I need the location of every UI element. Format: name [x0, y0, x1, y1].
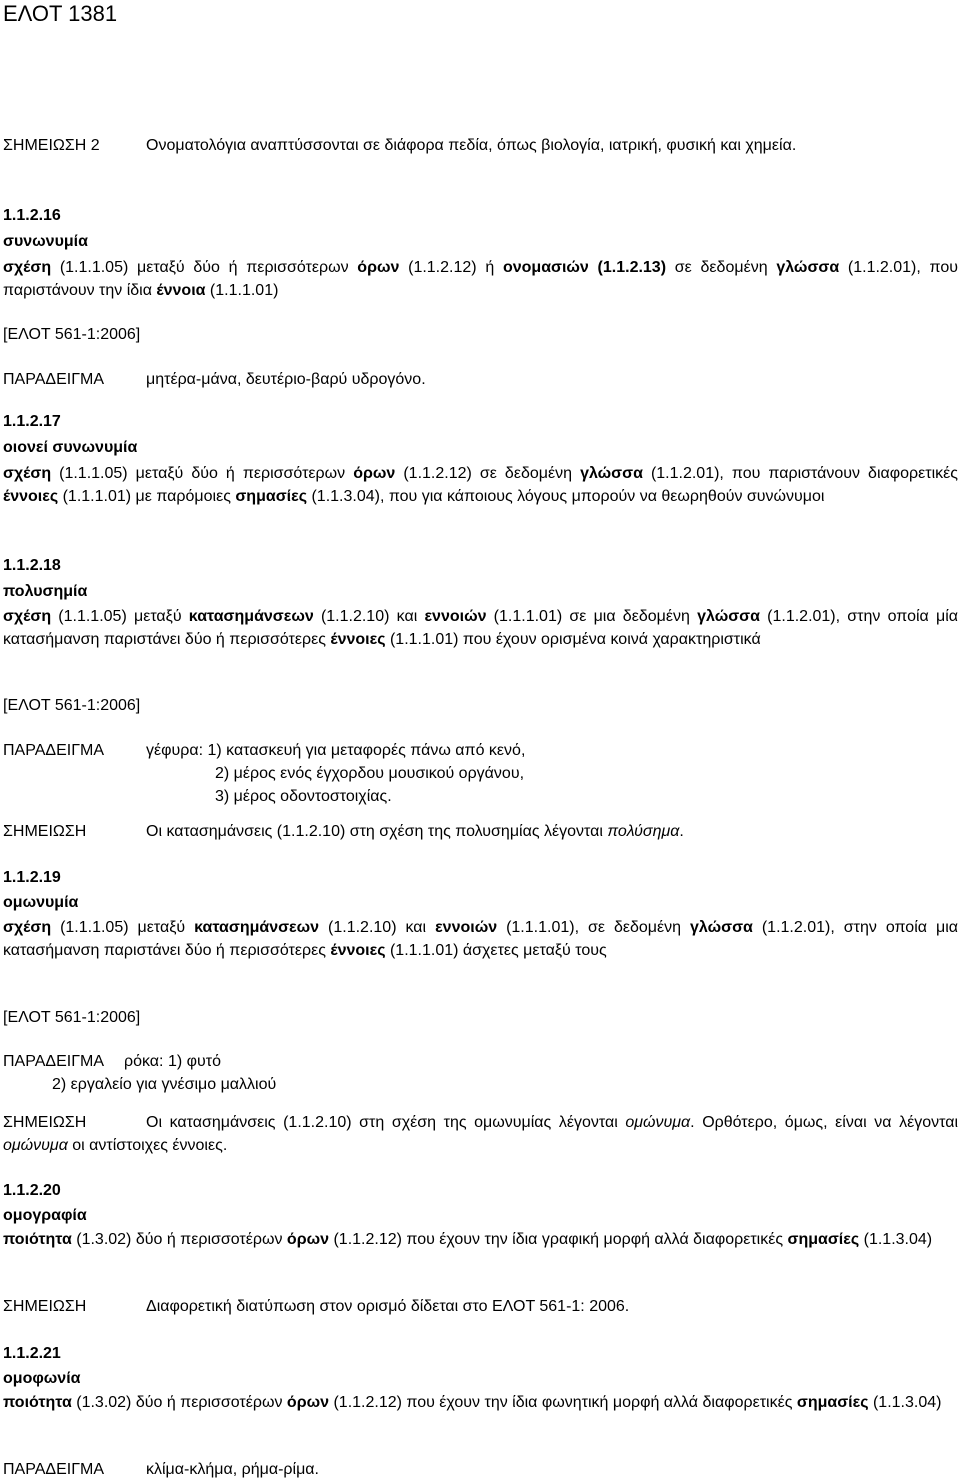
page-header: ΕΛΟΤ 1381	[3, 1, 118, 26]
entry-20-term: ομογραφία	[3, 1207, 87, 1224]
entry-19-definition: σχέση (1.1.1.05) μεταξύ κατασημάνσεων (1.1.2.10) και εννοιών (1.1.1.01), σε δεδομένη γλώσσα (1.1.2.01), στην οποία μια κατασήμανση παριστάνει δύο ή περισσότερες έννοιες (1.1.1.01) άσχετες μεταξύ τους	[3, 919, 958, 959]
entry-17-number: 1.1.2.17	[3, 413, 61, 430]
entry-20-definition: ποιότητα (1.3.02) δύο ή περισσοτέρων όρων (1.1.2.12) που έχουν την ίδια γραφική μορφή αλλά διαφορετικές σημασίες (1.1.3.04)	[3, 1231, 933, 1248]
entry-21-number: 1.1.2.21	[3, 1345, 61, 1362]
entry-18-term: πολυσημία	[3, 583, 88, 600]
entry-21-term: ομοφωνία	[3, 1370, 81, 1387]
entry-20-number: 1.1.2.20	[3, 1182, 61, 1199]
entry-18-example-line-2: 2) μέρος ενός έγχορδου μουσικού οργάνου,	[215, 765, 525, 782]
entry-16-number: 1.1.2.16	[3, 207, 61, 224]
entry-16-example-label: ΠΑΡΑΔΕΙΓΜΑ	[3, 371, 104, 388]
entry-20-note-label: ΣΗΜΕΙΩΣΗ	[3, 1298, 87, 1315]
note-2-text: Ονοματολόγια αναπτύσσονται σε διάφορα πεδία, όπως βιολογία, ιατρική, φυσική και χημεία.	[146, 137, 797, 154]
entry-16-definition: σχέση (1.1.1.05) μεταξύ δύο ή περισσότερων όρων (1.1.2.12) ή ονομασιών (1.1.2.13) σε δεδομένη γλώσσα (1.1.2.01), που παριστάνουν την ίδια έννοια (1.1.1.01)	[3, 259, 959, 299]
entry-17-term: οιονεί συνωνυμία	[3, 439, 138, 456]
entry-19-term: ομωνυμία	[3, 894, 79, 911]
entry-18-example-line-1: γέφυρα: 1) κατασκευή για μεταφορές πάνω από κενό,	[146, 742, 526, 759]
entry-18-example-label: ΠΑΡΑΔΕΙΓΜΑ	[3, 742, 104, 759]
entry-19-example-line-2: 2) εργαλείο για γνέσιμο μαλλιού	[52, 1076, 277, 1093]
entry-18-number: 1.1.2.18	[3, 557, 61, 574]
entry-18-reference: [ΕΛΟΤ 561-1:2006]	[3, 697, 141, 714]
entry-16-term: συνωνυμία	[3, 233, 88, 250]
entry-21-example-label: ΠΑΡΑΔΕΙΓΜΑ	[3, 1461, 104, 1478]
entry-19-note-label: ΣΗΜΕΙΩΣΗ	[3, 1114, 87, 1131]
entry-19-reference: [ΕΛΟΤ 561-1:2006]	[3, 1009, 141, 1026]
entry-18-definition: σχέση (1.1.1.05) μεταξύ κατασημάνσεων (1.1.2.10) και εννοιών (1.1.1.01) σε μια δεδομένη γλώσσα (1.1.2.01), στην οποία μία κατασήμανση παριστάνει δύο ή περισσότερες έννοιες (1.1.1.01) που έχουν ορισμένα κοινά χαρακτηριστικά	[3, 608, 958, 648]
entry-20-note: Διαφορετική διατύπωση στον ορισμό δίδεται στο ΕΛΟΤ 561-1: 2006.	[146, 1298, 630, 1315]
entry-19-note: ΣΗΜΕΙΩΣΗ Οι κατασημάνσεις (1.1.2.10) στη σχέση της ομωνυμίας λέγονται ομώνυμα. Ορθότερο, όμως, είναι να λέγονται ομώνυμα οι αντίστοιχες έννοιες.	[3, 1111, 958, 1157]
entry-18-example-line-3: 3) μέρος οδοντοστοιχίας.	[215, 788, 392, 805]
note-2-label: ΣΗΜΕΙΩΣΗ 2	[3, 137, 100, 154]
entry-18-note: Οι κατασημάνσεις (1.1.2.10) στη σχέση της πολυσημίας λέγονται πολύσημα.	[146, 823, 684, 840]
entry-16-reference: [ΕΛΟΤ 561-1:2006]	[3, 326, 141, 343]
entry-19-example-line-1: ρόκα: 1) φυτό	[124, 1053, 221, 1070]
entry-19-example-label: ΠΑΡΑΔΕΙΓΜΑ	[3, 1053, 104, 1070]
entry-21-example: κλίμα-κλήμα, ρήμα-ρίμα.	[146, 1461, 319, 1478]
entry-19-number: 1.1.2.19	[3, 869, 61, 886]
entry-17-definition: σχέση (1.1.1.05) μεταξύ δύο ή περισσότερων όρων (1.1.2.12) σε δεδομένη γλώσσα (1.1.2.01), που παριστάνουν διαφορετικές έννοιες (1.1.1.01) με παρόμοιες σημασίες (1.1.3.04), που για κάποιους λόγους μπορούν να θεωρηθούν συνώνυμοι	[3, 465, 958, 505]
entry-16-example: μητέρα-μάνα, δευτέριο-βαρύ υδρογόνο.	[146, 371, 426, 388]
entry-21-definition: ποιότητα (1.3.02) δύο ή περισσοτέρων όρων (1.1.2.12) που έχουν την ίδια φωνητική μορφή αλλά διαφορετικές σημασίες (1.1.3.04)	[3, 1394, 942, 1411]
entry-18-note-label: ΣΗΜΕΙΩΣΗ	[3, 823, 87, 840]
